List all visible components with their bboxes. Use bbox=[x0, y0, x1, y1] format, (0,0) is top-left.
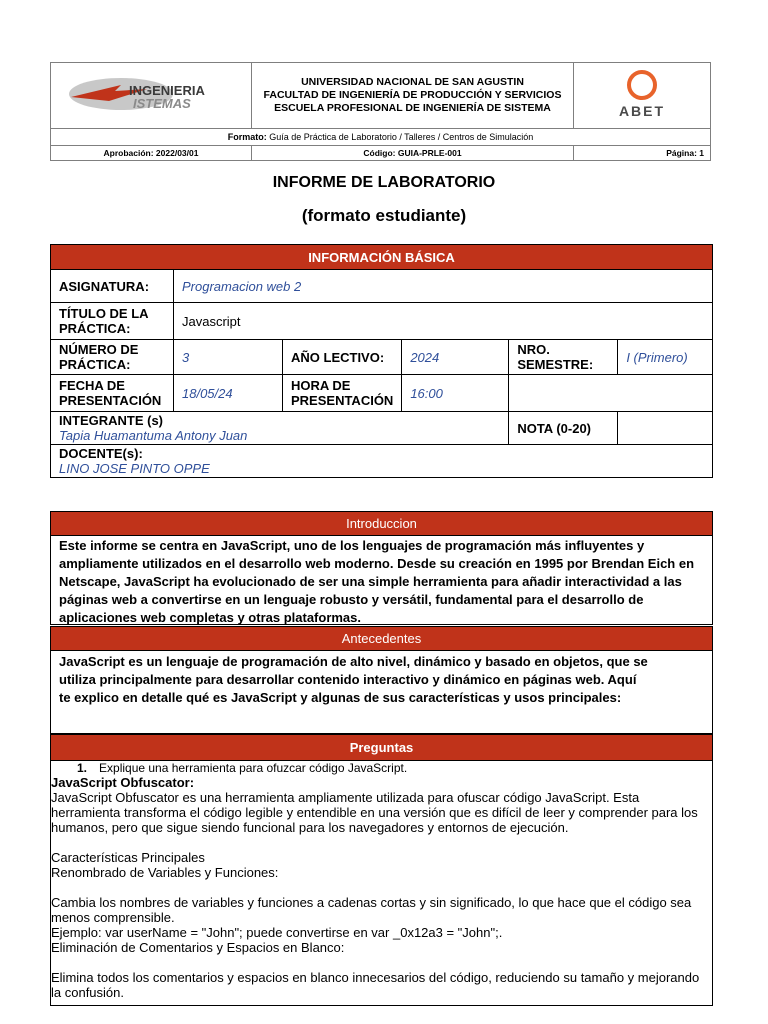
tool-name: JavaScript Obfuscator: bbox=[51, 775, 195, 790]
formato-row bbox=[51, 129, 711, 146]
titulo-label: TÍTULO DE LA PRÁCTICA: bbox=[51, 303, 174, 340]
docente-value: LINO JOSE PINTO OPPE bbox=[59, 461, 210, 476]
numero-value: 3 bbox=[174, 340, 283, 375]
integrante-value: Tapia Huamantuma Antony Juan bbox=[59, 428, 248, 443]
page-subtitle: (formato estudiante) bbox=[301, 206, 467, 225]
logo-cell bbox=[51, 63, 252, 129]
logo-text-bottom: ISTEMAS bbox=[133, 96, 191, 111]
introduccion-section bbox=[50, 511, 713, 625]
logo-text-top: INGENIERIA bbox=[129, 83, 205, 98]
empty-cell bbox=[509, 375, 713, 412]
question-item bbox=[51, 761, 712, 775]
introduccion-text: Este informe se centra en JavaScript, uno de los lenguajes de programación más influyentes y ampliamente utilizados en el desarrollo web moderno. Desde su creación en 1995 por Brendan Eich en Netscape, JavaScript ha evolucionado de ser una simple herramienta para añadir interactividad a las páginas web a convertirse en un lenguaje robusto y versátil, fundamental para el desarrollo de aplicaciones web completas y otras plataformas. bbox=[59, 538, 695, 625]
abet-cell bbox=[574, 63, 711, 129]
institution-cell bbox=[252, 63, 574, 129]
nota-value bbox=[618, 412, 713, 445]
hora-label: HORA DE PRESENTACIÓN bbox=[283, 375, 402, 412]
question-number: 1. bbox=[77, 761, 88, 775]
semestre-value: I (Primero) bbox=[618, 340, 713, 375]
abet-logo-icon bbox=[612, 65, 672, 121]
antecedentes-line-1: JavaScript es un lenguaje de programación de alto nivel, dinámico y basado en objetos, que se bbox=[59, 654, 648, 669]
codigo: Código: GUIA-PRLE-001 bbox=[252, 146, 574, 161]
page-title: INFORME DE LABORATORIO bbox=[272, 174, 496, 191]
docente-label: DOCENTE(s): bbox=[59, 446, 143, 461]
aprobacion: Aprobación: 2022/03/01 bbox=[51, 146, 252, 161]
tool-description: JavaScript Obfuscator es una herramienta ampliamente utilizada para ofuscar código JavaScript. Esta herramienta transforma el código legible y entendible en una versión que es difícil de leer y comprender para los humanos, pero que sigue siendo funcional para los navegadores y entornos de ejecución. bbox=[51, 790, 698, 835]
antecedentes-line-3: te explico en detalle qué es JavaScript y algunas de sus características y usos principales: bbox=[59, 690, 622, 705]
basic-info-table bbox=[50, 244, 713, 478]
antecedentes-heading: Antecedentes bbox=[51, 627, 712, 651]
nota-label: NOTA (0-20) bbox=[509, 412, 618, 445]
antecedentes-section bbox=[50, 626, 713, 734]
basic-info-heading: INFORMACIÓN BÁSICA bbox=[51, 245, 713, 270]
ejemplo-text: Ejemplo: var userName = "John"; puede convertirse en var _0x12a3 = "John";. bbox=[51, 925, 503, 940]
asignatura-value: Programacion web 2 bbox=[174, 270, 713, 303]
antecedentes-line-2: utiliza principalmente para desarrollar contenido interactivo y dinámico en páginas web. Aquí bbox=[59, 672, 637, 687]
renombrado-heading: Renombrado de Variables y Funciones: bbox=[51, 865, 279, 880]
caracteristicas-heading: Características Principales bbox=[51, 850, 205, 865]
eliminacion-description: Elimina todos los comentarios y espacios en blanco innecesarios del código, reduciendo su tamaño y mejorando la confusión. bbox=[51, 970, 700, 1000]
fecha-label: FECHA DE PRESENTACIÓN bbox=[51, 375, 174, 412]
formato-label: Formato: bbox=[227, 132, 267, 142]
preguntas-heading: Preguntas bbox=[51, 735, 712, 761]
fecha-value: 18/05/24 bbox=[174, 375, 283, 412]
docente-cell bbox=[51, 445, 713, 478]
faculty-name: FACULTAD DE INGENIERÍA DE PRODUCCIÓN Y SERVICIOS bbox=[263, 89, 562, 101]
school-name: ESCUELA PROFESIONAL DE INGENIERÍA DE SISTEMA bbox=[274, 102, 551, 114]
eliminacion-heading: Eliminación de Comentarios y Espacios en Blanco: bbox=[51, 940, 345, 955]
anio-label: AÑO LECTIVO: bbox=[283, 340, 402, 375]
renombrado-description: Cambia los nombres de variables y funciones a cadenas cortas y sin significado, lo que hace que el código sea menos comprensible. bbox=[51, 895, 692, 925]
question-text: Explique una herramienta para ofuzcar código JavaScript. bbox=[99, 761, 408, 775]
numero-label: NÚMERO DE PRÁCTICA: bbox=[51, 340, 174, 375]
abet-text: ABET bbox=[618, 103, 666, 119]
anio-value: 2024 bbox=[402, 340, 509, 375]
document-header bbox=[50, 62, 711, 161]
ingenieria-sistemas-logo-icon bbox=[51, 63, 251, 123]
semestre-label: NRO. SEMESTRE: bbox=[509, 340, 618, 375]
asignatura-label: ASIGNATURA: bbox=[51, 270, 174, 303]
preguntas-section bbox=[50, 734, 713, 1006]
introduccion-heading: Introduccion bbox=[51, 512, 712, 536]
pagina: Página: 1 bbox=[574, 146, 711, 161]
integrante-label: INTEGRANTE (s) bbox=[59, 413, 163, 428]
titulo-value: Javascript bbox=[174, 303, 713, 340]
integrante-cell bbox=[51, 412, 509, 445]
formato-value: Guía de Práctica de Laboratorio / Talleres / Centros de Simulación bbox=[269, 132, 534, 142]
university-name: UNIVERSIDAD NACIONAL DE SAN AGUSTIN bbox=[301, 76, 524, 88]
hora-value: 16:00 bbox=[402, 375, 509, 412]
